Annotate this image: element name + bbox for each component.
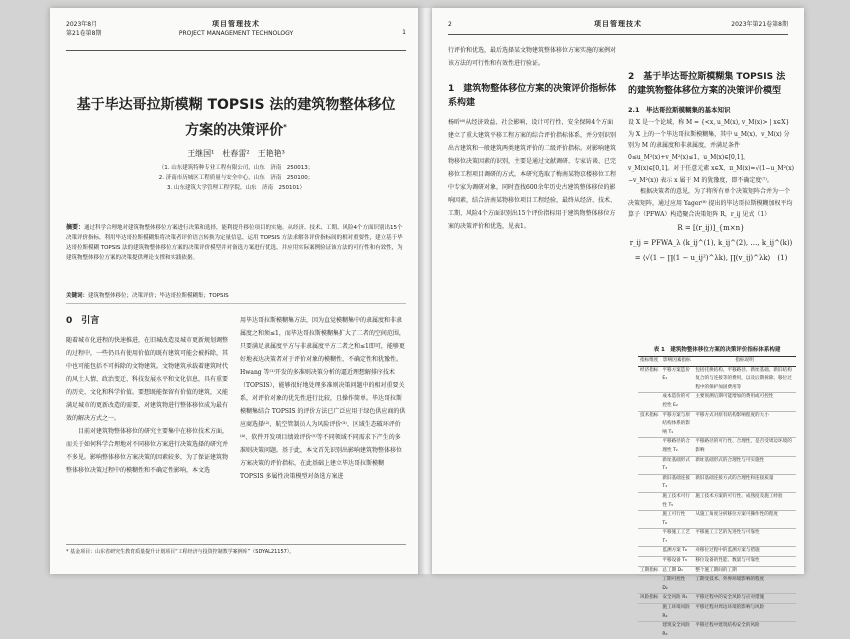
table-row [638,566,796,576]
table-header-cell: 影响因素指标 [660,357,693,367]
table-cell: 经济指标 [638,366,660,393]
table-cell: 安全风险 R₁ [660,594,693,604]
left-page-header [66,20,406,51]
table-cell: 平移施工工艺 T₇ [660,529,693,547]
table-cell: 平移路径的可行性、合理性，是否受周边环境的影响 [693,438,796,456]
issue-volume: 第21卷第8期 [66,30,102,37]
table-caption: 表 1 建筑物整体移位方案的决策评价指标体系构建 [653,347,781,353]
right-page-right-column [628,70,794,266]
table-cell: 新址基础形式的合理性与可实施性 [693,456,796,474]
keywords-label: 关键词： [66,293,89,299]
table-cell [638,622,660,639]
table-cell: 平移过程中建筑结构安全的风险 [693,622,796,639]
authors: 王继国¹ 杜春雷² 王艳艳³ [187,149,285,158]
page-number: 2 [448,21,452,28]
subsection-2-1-heading: 2.1 毕达哥拉斯模糊集的基本知识 [628,106,731,114]
table-row [638,492,796,510]
table-cell [638,456,660,474]
table-cell: 新旧基础连接 T₄ [660,474,693,492]
intro-text-right: 用毕达哥拉斯模糊集方法，因为直觉模糊集中的隶属度和非隶属度之和须≤1，而毕达哥拉斯模糊集扩大了二者的空间范围，只要满足隶属度平方与非隶属度平方二者之和≤1即可，能够更好地表达决策者对于评价对象的模糊性、不确定性和犹豫性。Hwang 等⁽¹⁾开发的多准则决策分析的逼近理想解排序技术（TOPSIS），能够很好地处理多准则决策问题中的相对重要关系，对评价对象的优先性进行比较，且操作简单。毕达哥拉斯模糊集结合 TOPSIS 的评价方法已广泛应用于绿色供应商的供应商选择⁽²⁾、航空管制员人为风险评价⁽³⁾、区域生态破坏评价⁽⁴⁾、软件开发项目绩效评价⁽⁵⁾等不同领域不同需求下产生的多准则决策问题。基于此，本文首先识别出影响建筑物整体移位方案决策的评价指标，在此基础上建立毕达哥拉斯模糊 TOPSIS 多属性决策模型对备选方案进 [240,317,406,480]
table-cell: 施工技术可行性 T₅ [660,492,693,510]
table-row [638,456,796,474]
table-cell: 新旧基础连接方式的合理性和连接质量 [693,474,796,492]
table-row [638,547,796,557]
affiliations [70,163,402,193]
table-row [638,411,796,438]
affiliation-3: 3. 山东建筑大学管理工程学院，山东 济南 250101） [167,185,305,191]
continuation-text: 行评价和优选，最后选择某文物建筑整体移位方案实施的案例对该方法的可行性和有效性进行验证。 [448,47,617,67]
table-cell [638,604,660,622]
abstract-label: 摘要： [66,224,85,231]
table-cell: 工期受技术、外界环境影响的程度 [693,576,796,594]
table-cell: 新址基础形式 T₃ [660,456,693,474]
table-cell [638,492,660,510]
table-row [638,474,796,492]
table-cell [638,438,660,456]
table-cell: 平移设备 T₉ [660,557,693,567]
affiliation-1: （1. 山东建筑特种专业工程有限公司，山东 济南 250013； [158,165,314,171]
table-cell: 工期指标 [638,566,660,576]
table-cell: 建筑安全风险 R₃ [660,622,693,639]
table-cell: 成本造价的可控性 E₂ [660,393,693,411]
table-row [638,622,796,639]
table-cell: 工期可控性 D₂ [660,576,693,594]
table-cell [638,511,660,529]
table-cell: 技术指标 [638,411,660,438]
journal-name-en: PROJECT MANAGEMENT TECHNOLOGY [178,30,294,37]
table-row [638,438,796,456]
table-cell [638,393,660,411]
abstract-text: 通过科学合理地对建筑物整体移位方案进行决策和选择，能利提升移位项目的实施。从经济、技术、工期、风险4个方面识别出15个决策评价指标，利用毕达哥拉斯模糊集将决策者评价语言转换为定量信息，运用 TOPSIS 方法求解各评价指标间的相对重要性，建立基于毕达哥拉斯模糊 TOPSIS 法的建筑物整体移位方案的决策评价模型并对备选方案进行优选，并应用实际案例验证该方法的可行性和有效性，为建筑物整体移位方案的决策提供理论支撑和实践依据。 [66,225,403,261]
formula-1: R = [(r_ij)]_{m×n} r_ij = PFWA_λ (k_ij^(1), k_ij^(2), …, k_ij^(k)) = ⟨√(1 − ∏(1 − u_ij²)^λk), ∏(v_ij)^λk⟩ (1) [629,223,793,262]
keywords-text: 建筑物整体移位；决策评价；毕达哥拉斯模糊集；TOPSIS [88,293,229,299]
table-cell: 施工可行性 T₆ [660,511,693,529]
abstract [66,223,406,263]
table-row [638,594,796,604]
table-cell: 平移方式对原有结构影响程度的大小 [693,411,796,438]
issue-date: 2023年8月 [66,21,98,28]
right-page-header [448,20,788,35]
table-row [638,529,796,547]
title-footnote-mark: * [283,123,287,131]
table-cell: 施工环境风险 R₂ [660,604,693,622]
table-row [638,604,796,622]
table-cell: 平移方案与原结构体系的影响 T₁ [660,411,693,438]
right-column [240,314,406,483]
table-cell [638,474,660,492]
table-row [638,511,796,529]
table-header-row [638,357,796,367]
journal-logo: 项目管理技术 [212,20,260,28]
table-cell: 平移路径的合理性 T₂ [660,438,693,456]
table-cell: 从施工角度分析移位方案可操作性的程度 [693,511,796,529]
section-2-heading: 2 基于毕达哥拉斯模糊集 TOPSIS 法的建筑物整体移位方案的决策评价模型 [628,72,786,96]
footnote: * 基金项目：山东省研究生教育质量提升计划项目“工程经济与投资控制教学案例库”（SDYAL21157）。 [66,544,406,555]
table-row [638,557,796,567]
table-row [638,576,796,594]
table-cell: 主要预测后期可能增加的费用或可控性 [693,393,796,411]
table-cell: 平移施工工艺的先进性与可靠性 [693,529,796,547]
table-row [638,366,796,393]
table-cell: 风险指标 [638,594,660,604]
paper-title: 基于毕达哥拉斯模糊 TOPSIS 法的建筑物整体移位方案的决策评价* [76,97,396,139]
table-cell [638,547,660,557]
left-page [50,8,422,574]
section-0-heading: 0 引言 [66,316,100,326]
table-header-cell: 指标说明 [693,357,796,367]
subsection-2-1-text: 设 X 是一个论域，称 M = {<x, u_M(x), v_M(x)> | x∈X} 为 X 上的一个毕达哥拉斯模糊集，其中 u_M(x)、v_M(x) 分别为 M 的隶属度和非隶属度，并满足条件 0≤u_M²(x)+v_M²(x)≤1，u_M(x)∈[0,1]，v_M(x)∈[0,1]。对于任意元素 x∈X，π_M(x)=√(1−u_M²(x)−v_M²(x)) 表示 x 属于 M 的犹豫度，即不确定度⁽⁷⁾。 根据决策者的意见，为了将所有单个决策矩阵合并为一个决策矩阵，通过应用 Yager⁽⁸⁾ 提出的毕达哥拉斯模糊加权平均算子（PFWA）构造聚合决策矩阵 R，r_ij 见式（1） [628,119,794,218]
section-1-text: 杨昕⁽⁶⁾从经济效益、社会影响、设计可行性、安全保障4个方面建立了重大建筑平移工程方案的综合评价指标体系，并分别识别出古建筑和一般建筑两类建筑评价的二级评价指标。对影响建筑物移位决策因素的识别，主要是通过文献调研、专家访谈、已完移位工程项目调研的方式，本研究选取了梅南某物京楼移位工程中专家为调研对象，同时查找600余年历史古建筑整体移位的影响因素，结合济南某物移位项目工程经验，最终从经济、技术、工期、风险4个方面识别出15个评价指标用于建筑物整体移位方案的决策评价和优选，见表1。 [448,119,617,230]
table-header-cell: 指标维度 [638,357,660,367]
issue-info: 2023年第21卷第8期 [731,21,788,28]
intro-text-left: 随着城市化进程的快速推进，在旧城改造及城市更新规划调整的过程中，一些仍具有使用价值的既有建筑可能会被拆除，其中也可能包括不可拆除的文物建筑。文物建筑承载着建筑时代的风土人情、政治变迁、科技发展水平和文化信息，具有重要的历史、文化和科学价值。要想既能保留有价值的建筑，又能满足城市的更新改造的需要，对建筑物进行整体移位成为最有效的解决方式之一。 目前对建筑物整体移位的研究主要集中在移位技术方面，而关于如何科学合理地对不同移位方案进行决策选择的研究并不多见。影响整体移位方案决策的因素较多，为了保证建筑物整体移位决策过程中的模糊性和不确定性影响，本文选 [66,337,229,474]
table-cell [638,576,660,594]
affiliation-2: 2. 济南市历城区工程质量与安全中心，山东 济南 250100； [158,175,314,181]
table-cell [638,557,660,567]
table-cell: 施工技术方案的可行性、成熟度及施工经验 [693,492,796,510]
table-cell: 整个施工期间的工期 [693,566,796,576]
table-cell: 总工期 D₁ [660,566,693,576]
table-row [638,393,796,411]
page-number: 1 [402,29,406,36]
keywords [66,291,406,304]
table-cell: 监测方案 T₈ [660,547,693,557]
table-cell [638,529,660,547]
table-cell: 包括托换结构、平移路径、新址基础、新旧结构复合的与连接等的费用，以及后期拆除、移位过程中的保护加固费用等 [693,366,796,393]
section-1-heading: 1 建筑物整体移位方案的决策评价指标体系构建 [448,84,617,108]
left-column [66,314,232,477]
right-page-left-column [448,44,618,233]
table-cell: 平移过程对周边环境的影响与风险 [693,604,796,622]
journal-logo: 项目管理技术 [594,20,642,28]
table-cell: 平移方案造价 E₁ [660,366,693,393]
table-body [638,366,796,639]
table-cell: 移位设备的性能、数量与可靠性 [693,557,796,567]
right-page [432,8,804,637]
table-cell: 对移位过程中的监测方案与措施 [693,547,796,557]
table-cell: 平移过程中的安全风险与应对措施 [693,594,796,604]
evaluation-index-table [638,356,796,639]
